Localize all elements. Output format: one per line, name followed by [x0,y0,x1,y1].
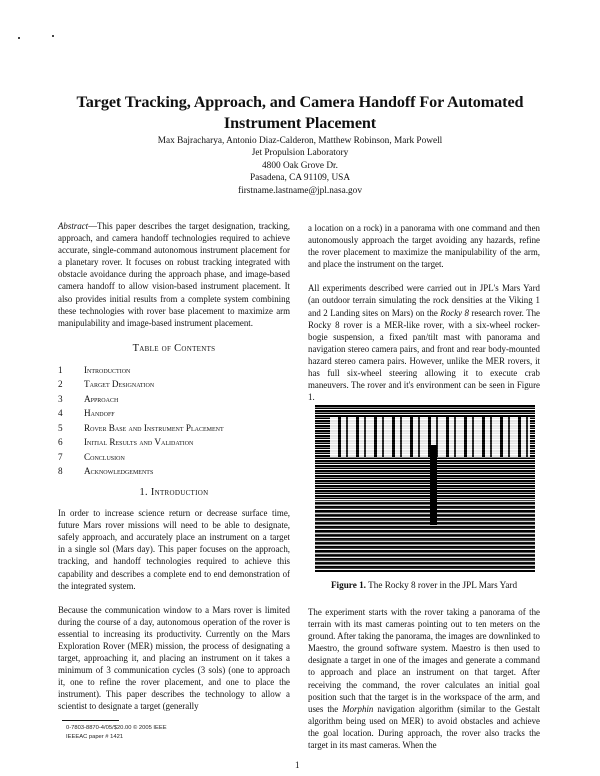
footnote-paper-id: IEEEAC paper # 1421 [66,733,124,740]
affiliation: Jet Propulsion Laboratory [251,148,349,159]
intro-paragraph-1: In order to increase science return or decrease surface time, future Mars rover missions will need to be able to designate, safely approach, and accurately place an instrument on a target in a single sol (Mars day). This paper focuses on the approach, tracking, and handoff technologies required to achieve this capability and describes a complete end to end demonstration of the integrated system. [58,508,290,591]
right-column-lower [308,606,540,763]
title-line-2: Instrument Placement [223,114,377,132]
intro-heading: 1. Introduction [139,486,209,498]
toc-heading: Table of Contents [132,342,216,354]
toc-item[interactable]: 3 Approach [58,393,119,404]
toc-item[interactable]: 4 Handoff [58,408,115,419]
figure-caption-label: Figure 1. [330,580,366,590]
footnote-divider [62,720,119,721]
right-paragraph-3: The experiment starts with the rover taking a panorama of the terrain with its mast cameras pointing out to ten meters on the ground. After taking the panorama, the images are downlinked to Maestro, the ground software system. Maestro is then used to designate a target in one of the images and generate a command to approach and place an instrument on that target. After receiving the command, the rover calculates an initial goal position such that the target is in the workspace of the arm, and uses the Morphin navigation algorithm (similar to the Gestalt algorithm being used on MER) to avoid obstacles and achieve the goal location. During approach, the rover also tracks the target in its mast cameras. When the [308,607,540,751]
intro-paragraph-2: Because the communication window to a Mars rover is limited during the course of a day, autonomous operation of the rover is essential to increasing its productivity. Currently on the Mars Exploration Rover (MER) mission, the process of designating a target, approaching it, and placing an instrument on it takes a minimum of 3 communication cycles (3 sols) (one to approach it, one to refine the rover placement, and one to place the instrument). This paper describes the technology to allow a scientist to designate a target (generally [58,604,290,712]
footnote [66,724,167,741]
abstract [58,220,290,329]
title-line-1: Target Tracking, Approach, and Camera Handoff For Automated [76,93,524,111]
figure-ground [315,500,535,572]
left-column [58,220,290,725]
abstract-text: —This paper describes the target designation, tracking, approach, and camera handoff technologies required to achieve accurate, single-command autonomous instrument placement for a planetary rover. It focuses on robust tracking integrated with obstacle avoidance during the approach phase, and image-based camera handoff to allow vision-based instrument placement. It also provides initial results from a complete system combining these technologies with rover base placement to maximize arm manipulability and image-based instrument placement. [58,221,290,328]
table-of-contents [58,363,290,479]
scan-speck [52,35,54,37]
figure-caption-text: The Rocky 8 rover in the JPL Mars Yard [368,580,518,590]
page-number: 1 [295,760,300,770]
paper-title [40,92,560,134]
toc-item[interactable]: 7 Conclusion [58,451,125,462]
address-street: 4800 Oak Grove Dr. [262,160,338,171]
toc-item[interactable]: 8 Acknowledgements [58,466,154,477]
right-column [308,222,540,415]
author-block [60,135,540,197]
scan-speck [18,37,20,39]
footnote-copyright: 0-7803-8870-4/05/$20.00 © 2005 IEEE [66,725,167,731]
figure-rover-mast [430,445,437,525]
abstract-label: Abstract [58,221,89,231]
right-paragraph-2: All experiments described were carried out in JPL's Mars Yard (an outdoor terrain simulating the rock densities at the Viking 1 and 2 Landing sites on Mars) on the Rocky 8 research rover. The Rocky 8 rover is a MER-like rover, with a six-wheel rocker-bogie suspension, a fixed pan/tilt mast with panorama and navigation stereo camera pairs, and front and rear body-mounted hazard stereo camera pairs. However, unlike the MER rovers, it has full six-wheel steering allowing it to execute crab maneuvers. The rover and it's environment can be seen in Figure 1. [308,283,540,403]
figure-caption [308,580,540,590]
authors: Max Bajracharya, Antonio Diaz-Calderon, Matthew Robinson, Mark Powell [157,136,443,146]
toc-item[interactable]: 6 Initial Results and Validation [58,437,194,448]
toc-item[interactable]: 1 Introduction [58,364,131,375]
toc-item[interactable]: 2 Target Designation [58,379,155,390]
email: firstname.lastname@jpl.nasa.gov [238,185,362,196]
address-city: Pasadena, CA 91109, USA [249,173,351,184]
figure-rocky8-image [315,405,535,572]
right-paragraph-1: a location on a rock) in a panorama with one command and then autonomously approach the target avoiding any hazards, refine the rover placement to maximize the manipulability of the arm, and place the instrument on the target. [308,223,540,270]
toc-item[interactable]: 5 Rover Base and Instrument Placement [58,422,224,433]
